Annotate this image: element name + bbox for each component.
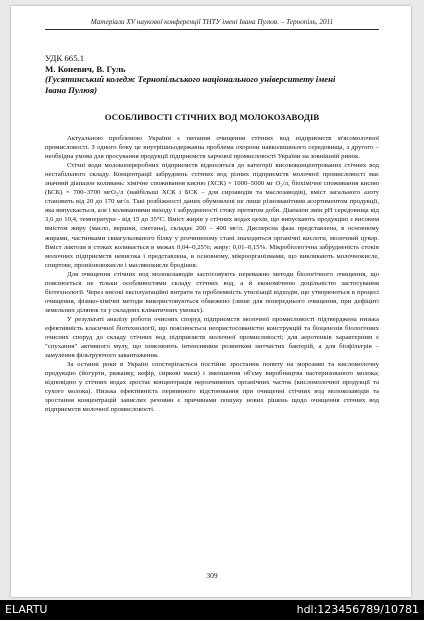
udc-code: УДК 665.1 [45,53,85,63]
paragraph: Для очищення стічних вод молокозаводів застосовують переважно методи біологічного очищення, що пояснюється не тільки особливостями складу стічних вод, а й економічною доцільністю застосування біотехнології. Через високі експлуатаційні витрати та проблемність утилізації відходів, що утворюються в процесі очищення, фізико-хімічні методи використовуються обмежено (лише для попереднього очищення, при дефіциті земельних ділянок та у складних кліматичних умовах). [45,270,379,314]
paragraph: Актуальною проблемою України є питання очищення стічних вод підприємств м'ясомолочної промисловості. З одного боку це внутрішньодержавна проблема охорони навколишнього середовища, з другого – необхідна умова для просування продукції підприємств харчової промисловості України на зовнішній ринок. [45,135,379,161]
paragraph: За останні роки в Україні спостерігається постійне зростання попиту на морозиво та кисломолочну продукцію (йогурти, ряжанку, кефір, сирковi маси) і зменшення об'єму виробництва пастеризованого молока; відповідно у стічних водах зростає концентрація нерозчинених органічних часток (кисломолочної продукції та сухого молока). Низька ефективність первинного відстоювання при очищенні стічних вод молокозаводів та зростання концентрацій завислих речовин є причинами пошуку нових рішень щодо очищення стічних вод підприємств молочної промисловості. [45,361,379,414]
document-page [11,6,411,597]
authors: М. Коневич, В. Гуль [45,63,126,74]
viewer-footer-bar [0,600,424,620]
affiliation-line-2: Івана Пулюя) [45,84,98,95]
affiliation-line-1: (Гусятинський коледж Тернопільського національного університету імені [45,74,336,84]
paragraph: У результаті аналізу роботи очисних споруд підприємств молочної промисловості підтверджена низька ефективність класичної біотехнології, що пояснюється непристосованістю конструкцій та біоценозів біологічних очисних споруд до складу стічних вод підприємств молочної промисловості; для аеротенків характерним є "спухання" активного мулу, що пояснюють інтенсивним розвитком нитчастих бактерій, а для біофільтрів – замулення фільтруючого завантаження. [45,315,379,360]
running-head: Матеріали XV наукової конференції ТНТУ імені Івана Пулюя. – Тернопіль, 2011 [90,18,334,26]
article-meta [45,53,379,95]
page-content [45,6,379,597]
handle-identifier: hdl:123456789/10781 [296,603,419,616]
page-number: 309 [206,571,218,580]
article-body [45,134,379,414]
article-title: ОСОБЛИВОСТІ СТІЧНИХ ВОД МОЛОКОЗАВОДІВ [104,112,320,122]
repository-name: ELARTU [5,603,48,616]
header-rule [45,29,379,30]
paragraph: Стічні води молокопереробних підприємств відносяться до категорії висококонцентрованих стічних вод нестабільного складу. Концентрації забруднень стічних вод різних підприємств молочної промисловості має значний діапазон коливань: хімічне споживання кисню (ХСК) = 1000–5000 мг O₂/л, біохімічне споживання кисню (БСК) = 700–3700 мгO₂/л (найбільші ХСК і БСК – для сирзаводів та маслозаводів), вміст загального азоту становить від 20 до 170 мг/л. Такі розбіжності даних обумовлені не лише різноманітним асортиментом продукції, яка випускається, але і коливаннями виходу і забрудненості стоку протягом доби. Діапазон змін pH середовища від 3,6 до 10,4, температури - від 15 до 35°С. Вміст жирів у стічних водах цехів, що випускають продукцію з високим вмістом жиру (масло, вершки, сметана), складає 200 – 400 мг/л. Дисперсна фаза представлена, в основному жирами, частинками сквагульованого білку у розчиненому стані знаходяться органічні кислоти, молочний цукор. Вміст лактози в стоках коливається в межах 0,04–0,25%; жиру: 0,01–0,15%. Мікробіологічна забрудненість стоків молочних підприємств невисока і представлена, в основному, мікроорганізмами, що викликають молочнокисле, спиртове, пропіоновокисле і маслянокисле бродіння. [45,162,379,269]
